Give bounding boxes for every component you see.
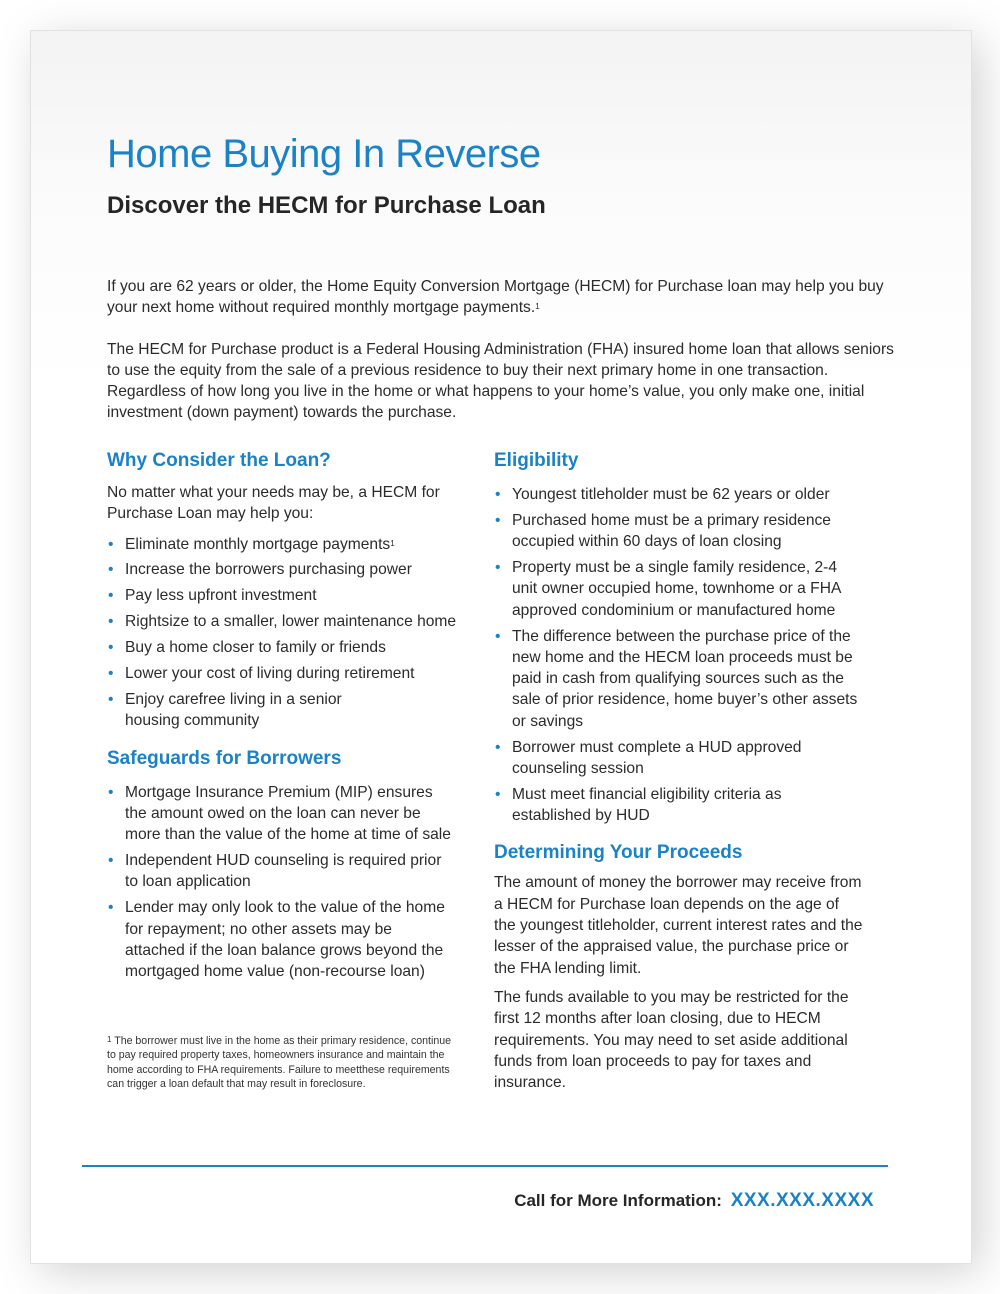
phone-number: XXX.XXX.XXXX	[730, 1190, 874, 1211]
safeguards-list	[107, 782, 467, 983]
list-item: • Property must be a single family residence, 2-4 unit owner occupied home, townhome or a FHA approved condominium or manufactured home	[494, 557, 864, 621]
list-item: • Lender may only look to the value of the home for repayment; no other assets may be attached if the loan balance grows beyond the mortgaged home value (non-recourse loan)	[107, 897, 451, 982]
list-item: • Enjoy carefree living in a senior housing community	[107, 689, 467, 732]
page-title: Home Buying In Reverse	[107, 132, 541, 176]
list-item: • Buy a home closer to family or friends	[107, 637, 467, 658]
footer-divider	[82, 1165, 888, 1167]
list-item	[107, 534, 467, 555]
list-item: • Increase the borrowers purchasing power	[107, 559, 467, 580]
intro-paragraph-1	[107, 276, 897, 318]
intro-paragraph-1-text: If you are 62 years or older, the Home Equity Conversion Mortgage (HECM) for Purchase loan may help you buy your next home without required monthly mortgage payments.	[107, 278, 884, 316]
why-heading: Why Consider the Loan?	[107, 450, 331, 471]
footnote-text: The borrower must live in the home as their primary residence, continue to pay required property taxes, homeowners insurance and maintain the home according to FHA requirements. Failure to meetthese requirements can trigger a loan default that may result in foreclosure.	[107, 1035, 452, 1091]
list-item-text: Eliminate monthly mortgage payments	[125, 535, 391, 553]
list-item: • Must meet financial eligibility criteria as established by HUD	[494, 784, 864, 827]
safeguards-heading: Safeguards for Borrowers	[107, 747, 342, 769]
list-item: • Rightsize to a smaller, lower maintenance home	[107, 611, 467, 632]
proceeds-paragraph-1: The amount of money the borrower may receive from a HECM for Purchase loan depends on the age of the youngest titleholder, current interest rates and the lesser of the appraised value, the purchase price or the FHA lending limit.	[494, 874, 863, 977]
eligibility-heading: Eligibility	[494, 450, 579, 471]
call-to-action	[514, 1188, 874, 1214]
list-item: • Purchased home must be a primary residence occupied within 60 days of loan closing	[494, 510, 864, 553]
list-item: • Pay less upfront investment	[107, 585, 467, 606]
list-item: • Youngest titleholder must be 62 years or older	[494, 484, 864, 505]
list-item: • Borrower must complete a HUD approved counseling session	[494, 737, 864, 780]
page-subtitle: Discover the HECM for Purchase Loan	[107, 192, 546, 219]
left-column	[107, 448, 467, 987]
list-item: • Lower your cost of living during retirement	[107, 663, 467, 684]
list-item: • Independent HUD counseling is required prior to loan application	[107, 850, 451, 893]
footnote-ref: 1	[535, 302, 540, 311]
proceeds-heading: Determining Your Proceeds	[494, 842, 743, 864]
why-list	[107, 534, 467, 732]
proceeds-paragraph-2: The funds available to you may be restricted for the first 12 months after loan closing, due to HECM requirements. You may need to set aside additional funds from loan proceeds to pay for taxes and insurance.	[494, 988, 849, 1092]
intro-section	[107, 276, 897, 444]
list-item: • Mortgage Insurance Premium (MIP) ensures the amount owed on the loan can never be more than the value of the home at time of sale	[107, 782, 451, 846]
footnote-ref: 1	[390, 538, 395, 548]
why-lead: No matter what your needs may be, a HECM for Purchase Loan may help you:	[107, 484, 440, 523]
intro-paragraph-2: The HECM for Purchase product is a Federal Housing Administration (FHA) insured home loan that allows seniors to use the equity from the sale of a previous residence to buy their next primary home in one transaction. Regardless of how long you live in the home or what happens to your home’s value, you only make one, initial investment (down payment) towards the purchase.	[107, 341, 894, 421]
right-column	[494, 448, 864, 1093]
cta-label: Call for More Information:	[514, 1191, 722, 1210]
footnote	[107, 1034, 452, 1092]
eligibility-list	[494, 484, 864, 826]
footnote-marker: 1	[107, 1035, 112, 1044]
list-item: • The difference between the purchase price of the new home and the HECM loan proceeds must be paid in cash from qualifying sources such as the sale of prior residence, home buyer’s other assets or savings	[494, 626, 864, 732]
